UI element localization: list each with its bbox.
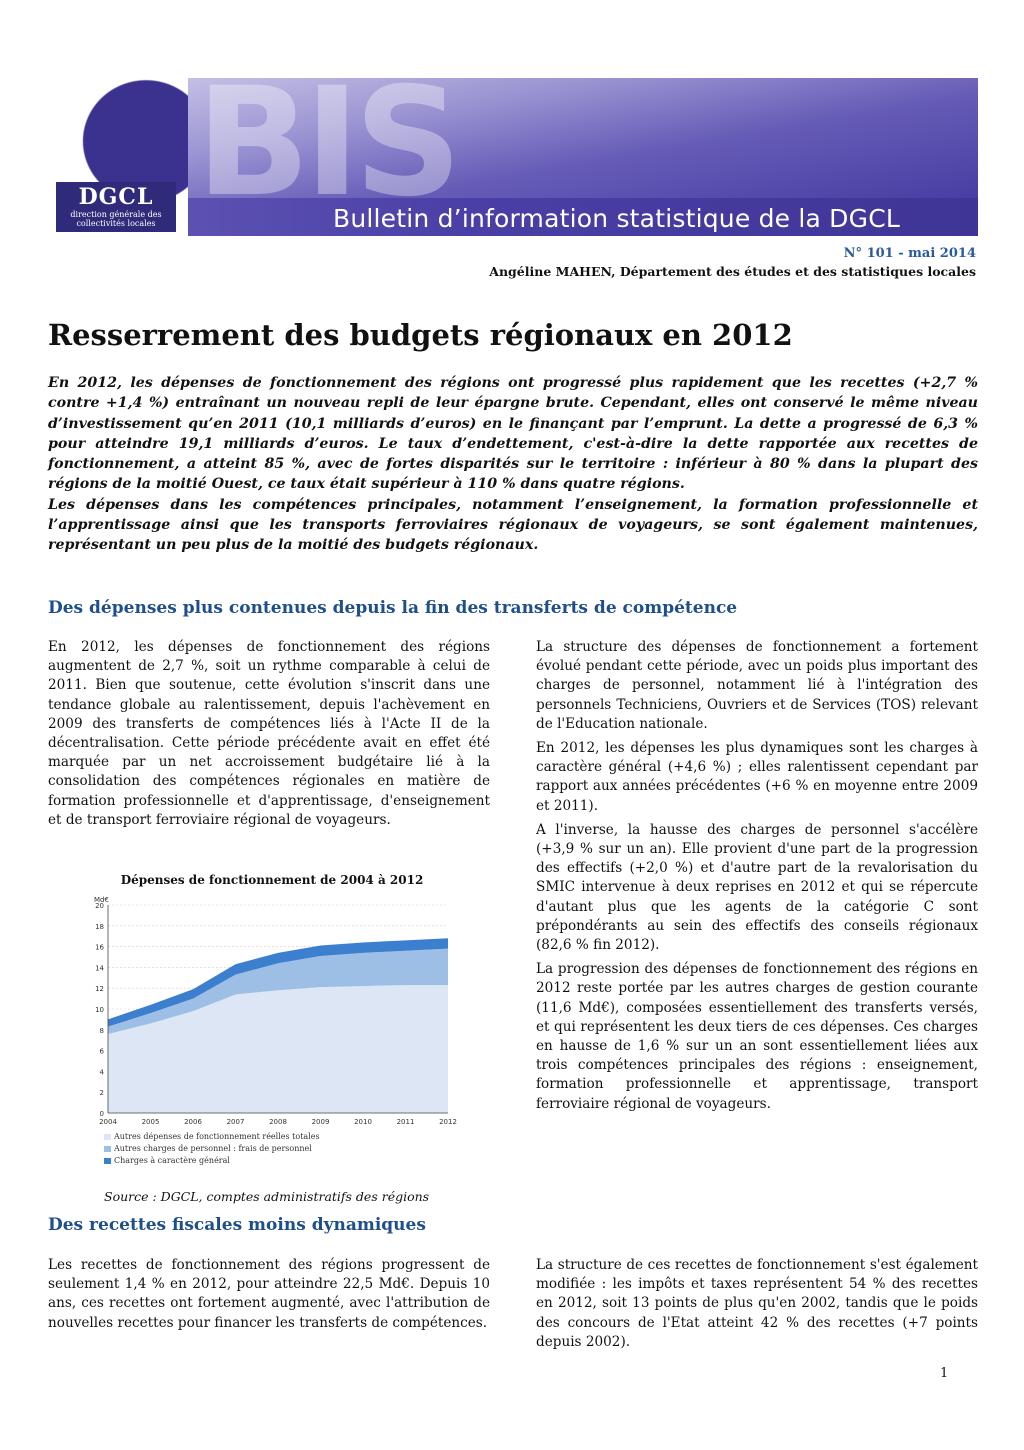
x-tick-label: 2011	[396, 1118, 415, 1126]
banner-bis-letters: BIS	[196, 78, 457, 230]
column-left	[48, 638, 490, 835]
y-axis-label: Md€	[94, 896, 109, 904]
x-tick-label: 2006	[184, 1118, 202, 1126]
section-title: Des recettes fiscales moins dynamiques	[48, 1215, 426, 1235]
column-left	[48, 1256, 490, 1338]
x-tick-label: 2007	[226, 1118, 245, 1126]
legend-label: Autres charges de personnel : frais de personnel	[114, 1144, 312, 1153]
chart-legend	[104, 1131, 320, 1167]
chart-plot	[84, 891, 460, 1131]
bulletin-title: Bulletin d’information statistique de la DGCL	[333, 204, 900, 233]
legend-label: Charges à caractère général	[114, 1156, 230, 1165]
page-title: Resserrement des budgets régionaux en 2012	[48, 318, 793, 352]
x-tick-label: 2005	[141, 1118, 160, 1126]
legend-swatch	[104, 1146, 111, 1152]
page-number: 1	[940, 1366, 949, 1381]
abstract	[48, 373, 978, 556]
y-tick-label: 16	[95, 943, 104, 952]
x-tick-label: 2009	[311, 1118, 330, 1126]
y-tick-label: 0	[99, 1110, 104, 1118]
x-tick-label: 2004	[99, 1118, 117, 1126]
legend-item	[104, 1131, 320, 1143]
y-tick-label: 20	[95, 902, 104, 910]
column-right	[536, 1256, 978, 1357]
section-title: Des dépenses plus contenues depuis la fin des transferts de compétence	[48, 598, 738, 618]
x-tick-label: 2012	[439, 1118, 457, 1126]
abstract-paragraph: En 2012, les dépenses de fonctionnement des régions ont progressé plus rapidement que les recettes (+2,7 % contre +1,4 %) entraînant un nouveau repli de leur épargne brute. Cependant, elles ont conservé le même niveau d’investissement qu’en 2011 (10,1 milliards d’euros) en le finançant par l’emprunt. La dette a progressé de 6,3 % pour atteindre 19,1 milliards d’euros. Le taux d’endettement, c'est-à-dire la dette rapportée aux recettes de fonctionnement, a atteint 85 %, avec de fortes disparités sur le territoire : inférieur à 80 % dans la plupart des régions de la moitié Ouest, ce taux était supérieur à 110 % dans quatre régions.	[48, 375, 978, 493]
expenses-chart	[84, 873, 460, 1173]
y-tick-label: 8	[99, 1026, 104, 1035]
chart-source: Source : DGCL, comptes administratifs des régions	[104, 1189, 430, 1204]
x-tick-label: 2008	[269, 1118, 287, 1126]
dgcl-logo	[56, 182, 176, 232]
logo-subtext: direction générale des collectivités locales	[70, 210, 162, 228]
y-tick-label: 12	[95, 985, 104, 994]
legend-swatch	[104, 1158, 111, 1164]
abstract-paragraph: Les dépenses dans les compétences principales, notamment l’enseignement, la formation professionnelle et l’apprentissage ainsi que les transports ferroviaires régionaux de voyageurs, se sont également maintenues, représentant un peu plus de la moitié des budgets régionaux.	[48, 496, 978, 554]
column-right	[536, 638, 978, 1119]
y-tick-label: 10	[95, 1006, 104, 1014]
y-tick-label: 14	[95, 964, 104, 973]
y-tick-label: 2	[99, 1089, 104, 1098]
y-tick-label: 6	[99, 1047, 104, 1056]
paragraph: A l'inverse, la hausse des charges de personnel s'accélère (+3,9 % sur un an). Elle provient d'une part de la progression des effectifs (+2,0 %) et d'autre part de la revalorisation du SMIC intervenue à deux reprises en 2012 et qui se répercute d'autant plus que les agents de la catégorie C sont prépondérants au sein des effectifs des conseils régionaux (82,6 % fin 2012).	[536, 821, 978, 954]
paragraph: La progression des dépenses de fonctionnement des régions en 2012 reste portée par les autres charges de gestion courante (11,6 Md€), composées essentiellement des transferts versés, et qui représentent les deux tiers de ces dépenses. Ces charges en hausse de 1,6 % sur un an sont essentiellement liées aux trois compétences principales des régions : enseignement, formation professionnelle et apprentissage, transport ferroviaire régional de voyageurs.	[536, 961, 978, 1112]
legend-swatch	[104, 1134, 111, 1140]
logo-text: DGCL	[78, 184, 154, 210]
x-tick-label: 2010	[354, 1118, 372, 1126]
y-tick-label: 4	[99, 1068, 104, 1077]
paragraph: La structure des dépenses de fonctionnement a fortement évolué pendant cette période, avec un poids plus important des charges de personnel, notamment lié à l'intégration des personnels Techniciens, Ouvriers et de Services (TOS) relevant de l'Education nationale.	[536, 639, 978, 732]
chart-title: Dépenses de fonctionnement de 2004 à 2012	[120, 873, 424, 887]
legend-item	[104, 1155, 320, 1167]
paragraph: En 2012, les dépenses les plus dynamiques sont les charges à caractère général (+4,6 %) ; elles ralentissent cependant par rapport aux années précédentes (+6 % en moyenne entre 2009 et 2011).	[536, 740, 978, 814]
y-tick-label: 18	[95, 922, 104, 931]
paragraph: La structure de ces recettes de fonctionnement s'est également modifiée : les impôts et taxes représentent 54 % des recettes en 2012, soit 13 points de plus qu'en 2002, tandis que le poids des concours de l'Etat atteint 42 % des recettes (+7 points depuis 2002).	[536, 1257, 978, 1350]
paragraph: Les recettes de fonctionnement des régions progressent de seulement 1,4 % en 2012, pour atteindre 22,5 Md€. Depuis 10 ans, ces recettes ont fortement augmenté, avec l'attribution de nouvelles recettes pour financer les transferts de compétences.	[48, 1257, 490, 1331]
author-line: Angéline MAHEN, Département des études et des statistiques locales	[489, 264, 976, 279]
issue-number: N° 101 - mai 2014	[843, 246, 976, 261]
paragraph: En 2012, les dépenses de fonctionnement des régions augmentent de 2,7 %, soit un rythme comparable à celui de 2011. Bien que soutenue, cette évolution s'inscrit dans une tendance globale au ralentissement, depuis l'achèvement en 2009 des transferts de compétences liés à l'Acte II de la décentralisation. Cette période précédente avait en effet été marquée par un net accroissement budgétaire lié à la consolidation des compétences régionales en matière de formation professionnelle et d'apprentissage, d'enseignement et de transport ferroviaire régional de voyageurs.	[48, 639, 490, 828]
legend-label: Autres dépenses de fonctionnement réelles totales	[114, 1132, 320, 1141]
legend-item	[104, 1143, 320, 1155]
header-banner	[48, 78, 978, 236]
